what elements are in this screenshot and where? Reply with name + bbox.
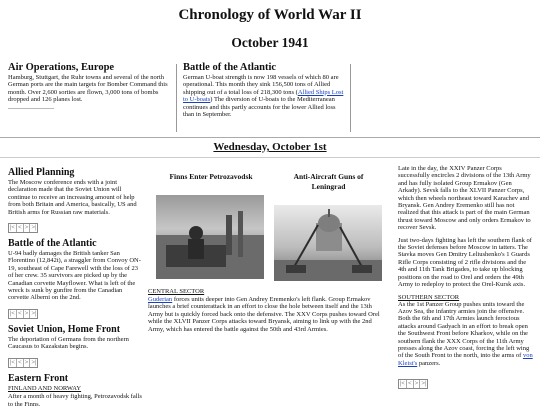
entry-text: U-94 badly damages the British tanker San Florentino (12,842t), a straggler from Convoy ON-19, southeast of Cape Farewell with the loss of 23 of her crew. 35 survivors are picked up by the Canadian corvette Mayflower. What is left of the wreck is sunk by gunfire from the Canadian corvette Alberni on the 2nd.	[8, 250, 141, 302]
entry-text-part: panzers.	[417, 359, 441, 367]
summary-text-part: ) The diversion of U-boats to the Mediterranean continues and this partly accounts for the lower Allied loss than in September.	[183, 96, 336, 119]
summary-text	[183, 74, 346, 118]
entry-heading: Battle of the Atlantic	[8, 238, 97, 250]
photo-nav	[8, 358, 38, 368]
entry-text: Late in the day, the XXIV Panzer Corps successfully encircles 2 divisions of the 13th Army and has fully isolated Group Ermakov (Gen Arkady). Sevsk falls to the XLVII Panzer Corps, which then wheels northeast toward Karachev and Bryansk. Gen Andrey Eremenko still has not realized that this attack is part of the main German thrust toward Moscow and only orders Ermakov to recover Sevsk.	[398, 165, 531, 232]
next-button[interactable]: >	[24, 358, 29, 366]
first-button[interactable]: |<	[10, 358, 15, 366]
sector-heading: SOUTHERN SECTOR	[398, 293, 460, 301]
next-button[interactable]: >	[24, 309, 29, 317]
summary-battle-atlantic	[183, 62, 346, 118]
photo-caption: Anti-Aircraft Guns of Leningrad	[293, 172, 364, 191]
photo-nav	[8, 309, 38, 319]
photo-image	[274, 205, 382, 281]
entry-text: After a month of heavy fighting, Petrozavodsk falls to the Finns.	[8, 393, 142, 408]
entry-text	[398, 301, 534, 368]
entry-text-part: As the 1st Panzer Group pushes units toward the Azov Sea, the infantry armies join the offensive. Both the 6th and 17th Armies launch ferocious attacks around Gadyach in an effort to break open the Southwest Front before Kharkov, while on the southern flank the XXX Corps of the 11th Army presses along the Azov coast, forcing the left wing of the South Front to the north, into the arms of	[398, 300, 530, 360]
summary-text: Hamburg, Stuttgart, the Ruhr towns and several of the north German ports are the main targets for Bomber Command this month. Over 2,600 sorties are flown, 3,000 tons of bombs dropped and 126 planes lost.	[8, 74, 168, 104]
last-button[interactable]: >|	[421, 380, 427, 388]
first-button[interactable]: |<	[400, 380, 405, 388]
column-divider	[176, 64, 177, 132]
entry-text: Just two-days fighting has left the southern flank of the Soviet defenses before Moscow in tatters. The Stavka moves Gen Dmitry Leliushenko's 1 Guards Rifle Corps consisting of 2 rifle divisions and the 4th and 11th Tank Brigades, to take up blocking positions on the road to Orel and orders the 49th Army to redeploy to protect the Orel-Kursk axis.	[398, 236, 532, 289]
divider	[0, 157, 540, 158]
monthly-summary	[0, 62, 540, 132]
next-button[interactable]: >	[24, 224, 29, 232]
central-sector-text	[148, 288, 387, 333]
last-button[interactable]: >|	[31, 224, 37, 232]
entry-heading: Soviet Union, Home Front	[8, 323, 121, 335]
date-heading: Wednesday, October 1st	[213, 141, 327, 153]
left-column	[8, 165, 144, 408]
summary-heading: Air Operations, Europe	[8, 62, 115, 73]
entry-heading: Allied Planning	[8, 167, 75, 178]
entry-text: The deportation of Germans from the northern Caucasus to Kazakstan begins.	[8, 335, 129, 351]
photo-nav	[8, 223, 38, 233]
photo-nav	[398, 379, 428, 389]
month-title: October 1941	[231, 35, 309, 50]
prev-button[interactable]: <	[17, 309, 22, 317]
page-title: Chronology of World War II	[178, 7, 362, 23]
next-button[interactable]: >	[414, 380, 419, 388]
summary-air-operations	[8, 62, 170, 109]
entry-subheading: FINLAND AND NORWAY	[8, 384, 82, 392]
first-button[interactable]: |<	[10, 224, 15, 232]
prev-button[interactable]: <	[17, 224, 22, 232]
leningrad-guns-photo[interactable]	[274, 205, 382, 281]
entry-text-part: forces units deeper into Gen Andrey Eremenko's left flank. Group Ermakov launches a brief counterattack in an effort to close the hole between itself and the 13th Army but is quickly forced back onto the defensive. The XXV Corps pushes toward Orel while the XLVII Panzer Corps attacks toward Bryansk, aiming to link up with the 2nd Army, which has entered the battle against the 50th and 43rd Armies.	[148, 296, 380, 333]
last-button[interactable]: >|	[31, 309, 37, 317]
entry-text: The Moscow conference ends with a joint declaration made that the Soviet Union will continue to receive an increasing amount of help from both Britain and America, basically, US and British arms for Russian raw materials.	[8, 179, 137, 216]
photo-image	[156, 195, 264, 279]
last-button[interactable]: >|	[31, 358, 37, 366]
divider	[8, 108, 54, 109]
right-column	[398, 165, 534, 392]
summary-text-part: German U-boat strength is now 198 vessels of which 80 are operational. This month they sink 156,500 tons of Allied shipping out of a total loss of 218,300 tons (	[183, 74, 339, 96]
first-button[interactable]: |<	[10, 309, 15, 317]
von-kleist-link[interactable]: von Kleist's	[398, 352, 533, 367]
photo-caption: Finns Enter Petrozavodsk	[169, 172, 253, 181]
sector-heading: CENTRAL SECTOR	[148, 288, 205, 295]
summary-heading: Battle of the Atlantic	[183, 62, 277, 73]
prev-button[interactable]: <	[17, 358, 22, 366]
guderian-link[interactable]: Guderian	[148, 296, 173, 303]
divider	[0, 137, 540, 138]
column-divider	[350, 64, 351, 132]
entry-heading: Eastern Front	[8, 372, 69, 384]
allied-ships-lost-link[interactable]: Allied Ships Lost to U-boats	[183, 88, 344, 104]
entry-text	[148, 296, 387, 333]
finns-petrozavodsk-photo[interactable]	[156, 195, 264, 279]
prev-button[interactable]: <	[407, 380, 412, 388]
